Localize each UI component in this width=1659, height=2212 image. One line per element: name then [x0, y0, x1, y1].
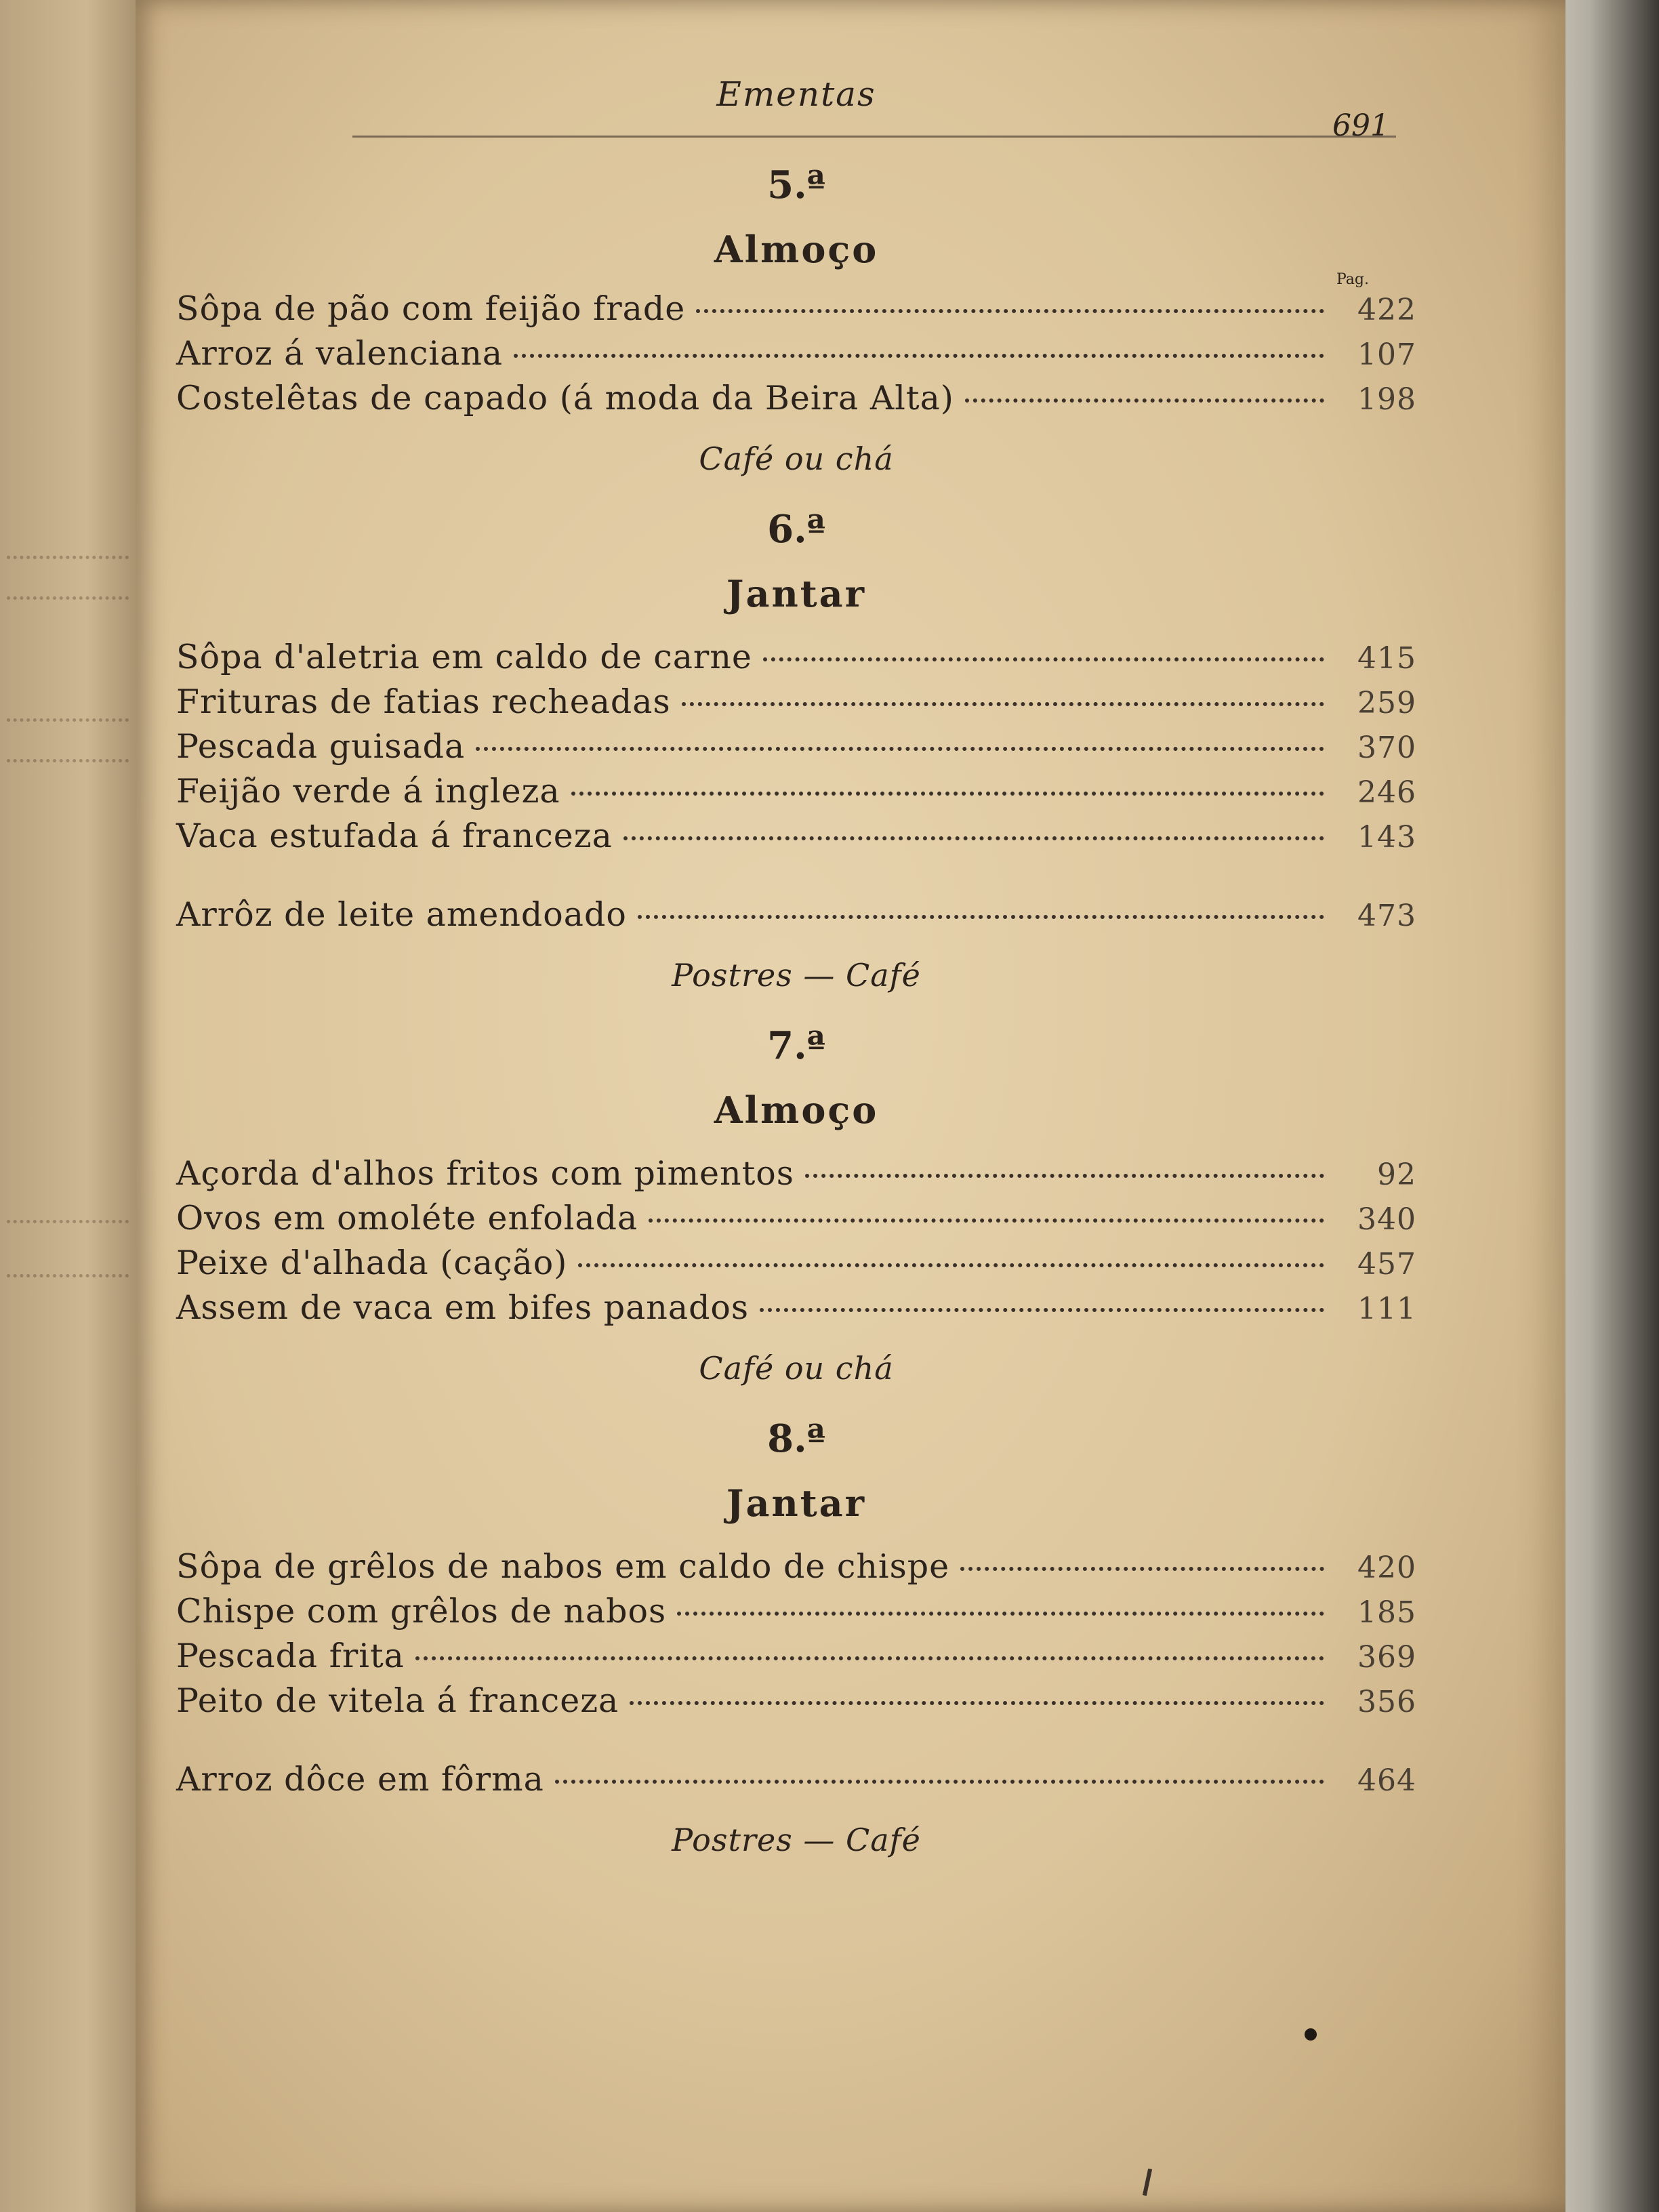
dot-leader [630, 1701, 1324, 1705]
dish-row [176, 1590, 1416, 1635]
dish-row [176, 1635, 1416, 1679]
menu-section [176, 507, 1416, 994]
dessert-page-ref: 464 [1357, 1763, 1416, 1798]
dish-name: Costelêtas de capado (á moda da Beira Alta) [176, 379, 954, 417]
dish-row [176, 1545, 1416, 1590]
facing-page-text-fragment [7, 596, 129, 604]
dessert-page-ref: 473 [1357, 899, 1416, 933]
facing-page-text-fragment [7, 1274, 129, 1282]
dot-leader [571, 792, 1324, 796]
dish-page-ref: 198 [1357, 382, 1416, 417]
dot-leader [649, 1218, 1324, 1223]
facing-page-text-fragment [7, 718, 129, 726]
dish-name: Frituras de fatias recheadas [176, 682, 671, 721]
dessert-row [176, 893, 1416, 938]
dish-page-ref: 92 [1377, 1158, 1416, 1192]
dish-name: Sôpa de pão com feijão frade [176, 289, 686, 328]
dot-leader [514, 354, 1324, 358]
dish-page-ref: 259 [1357, 686, 1416, 720]
dish-name: Sôpa de grêlos de nabos em caldo de chispe [176, 1547, 950, 1586]
dish-page-ref: 111 [1357, 1292, 1416, 1326]
dish-row [176, 1679, 1416, 1724]
dish-row [176, 332, 1416, 377]
dish-name: Pescada guisada [176, 727, 466, 766]
dish-name: Chispe com grêlos de nabos [176, 1592, 667, 1631]
facing-page-text-fragment [7, 759, 129, 766]
menu-number: 5.ª [767, 163, 825, 207]
menu-footer: Postres — Café [672, 957, 921, 994]
dish-name: Feijão verde á ingleza [176, 772, 560, 811]
dish-name: Pescada frita [176, 1637, 405, 1675]
dot-leader [960, 1567, 1324, 1571]
dish-row [176, 377, 1416, 422]
menu-footer: Postres — Café [672, 1822, 921, 1858]
page-content [176, 68, 1416, 1888]
meal-title: Almoço [714, 228, 879, 271]
dish-name: Ovos em omoléte enfolada [176, 1199, 638, 1237]
dessert-name: Arrôz de leite amendoado [176, 895, 627, 934]
dish-page-ref: 420 [1357, 1551, 1416, 1585]
dish-row [176, 636, 1416, 680]
dish-name: Vaca estufada á franceza [176, 817, 613, 855]
menu-number: 7.ª [767, 1023, 825, 1068]
dish-page-ref: 107 [1357, 337, 1416, 372]
dish-page-ref: 415 [1357, 641, 1416, 676]
dot-leader [696, 309, 1324, 313]
dot-leader [555, 1780, 1324, 1784]
dish-page-ref: 422 [1357, 293, 1416, 327]
dot-leader [763, 657, 1324, 661]
dot-leader [623, 836, 1324, 840]
dish-page-ref: 457 [1357, 1247, 1416, 1282]
menu-section [176, 1416, 1416, 1858]
dish-row [176, 815, 1416, 859]
dish-page-ref: 370 [1357, 731, 1416, 765]
dish-name: Assem de vaca em bifes panados [176, 1288, 750, 1327]
running-title: Ementas [716, 75, 876, 114]
dot-leader [677, 1612, 1324, 1616]
running-head [176, 68, 1416, 163]
dish-page-ref: 185 [1357, 1595, 1416, 1630]
meal-title: Jantar [726, 1481, 867, 1525]
header-rule [352, 136, 1396, 138]
dot-leader [682, 702, 1324, 706]
spacer [176, 859, 1416, 893]
facing-page-text-fragment [7, 556, 129, 563]
ink-dot-mark [1305, 2028, 1317, 2041]
dot-leader [805, 1174, 1324, 1178]
dish-name: Peixe d'alhada (cação) [176, 1244, 568, 1282]
dish-row [176, 1242, 1416, 1286]
dish-name: Peito de vitela á franceza [176, 1681, 619, 1720]
menu-number: 6.ª [767, 507, 825, 552]
dish-row [176, 680, 1416, 725]
facing-page-text-fragment [7, 1220, 129, 1227]
dish-row [176, 287, 1416, 332]
dessert-row [176, 1758, 1416, 1803]
dot-leader [760, 1308, 1324, 1312]
dish-row [176, 725, 1416, 770]
page-number: 691 [1332, 108, 1389, 143]
menu-section [176, 163, 1416, 477]
dish-name: Açorda d'alhos fritos com pimentos [176, 1154, 794, 1193]
dish-name: Sôpa d'aletria em caldo de carne [176, 638, 752, 676]
dessert-name: Arroz dôce em fôrma [176, 1760, 544, 1799]
menu-section [176, 1023, 1416, 1387]
meal-title: Jantar [726, 572, 867, 615]
menu-footer: Café ou chá [699, 1350, 894, 1387]
dish-page-ref: 340 [1357, 1202, 1416, 1237]
dish-page-ref: 369 [1357, 1640, 1416, 1675]
dot-leader [578, 1263, 1324, 1267]
dish-row [176, 1197, 1416, 1242]
dish-name: Arroz á valenciana [176, 334, 504, 373]
meal-title: Almoço [714, 1088, 879, 1132]
dot-leader [415, 1656, 1324, 1660]
spacer [176, 1724, 1416, 1758]
dish-page-ref: 356 [1357, 1685, 1416, 1719]
dot-leader [965, 398, 1324, 403]
dot-leader [476, 747, 1324, 751]
dish-row [176, 770, 1416, 815]
dot-leader [638, 915, 1324, 919]
page-column-label: Pag. [1336, 271, 1369, 288]
menu-number: 8.ª [767, 1416, 825, 1461]
dish-row [176, 1286, 1416, 1331]
dish-row [176, 1152, 1416, 1197]
facing-page-edge [0, 0, 156, 2212]
dish-page-ref: 246 [1357, 775, 1416, 810]
dish-page-ref: 143 [1357, 820, 1416, 855]
menu-footer: Café ou chá [699, 441, 894, 477]
